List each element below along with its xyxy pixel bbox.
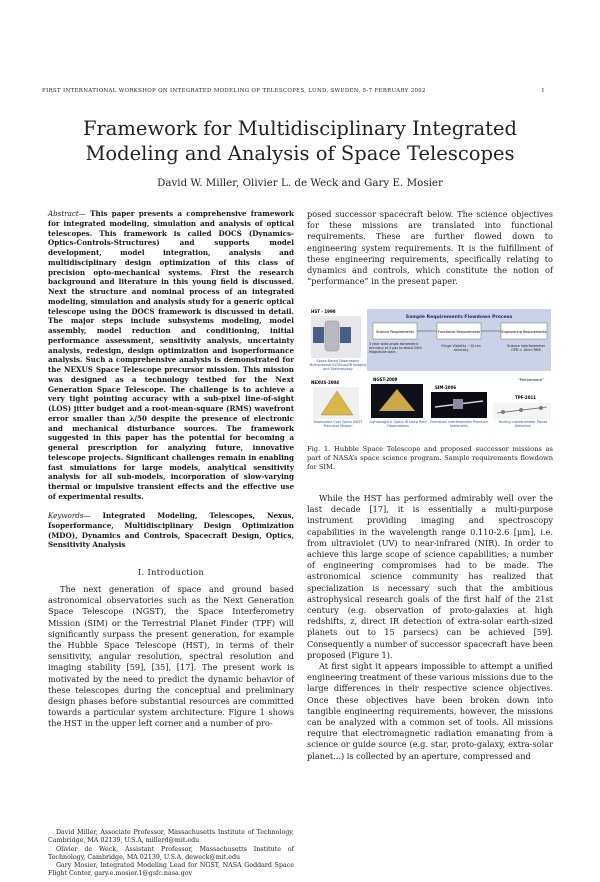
- right-top-text: [307, 209, 553, 287]
- hst-solar-panel-left-icon: [313, 327, 324, 343]
- figure-1: [307, 307, 553, 439]
- ngst-caption-block: [367, 420, 429, 438]
- functional-text-block: [439, 344, 483, 364]
- science-text-block: [369, 342, 427, 370]
- section-heading-introduction: I. Introduction: [137, 567, 205, 577]
- authors: David W. Miller, Olivier L. de Weck and Gary E. Mosier: [157, 177, 443, 189]
- footnote-mosier: Gary Mosier, Integrated Modeling Lead for NGST, NASA Goddard Space Flight Center, gary.e.mosier.1@gsfc.nasa.gov: [48, 862, 294, 878]
- box-science-label: Science Requirements: [376, 330, 414, 334]
- science-text: 3 year wide-angle astrometric accuracy of 4 μas to about 20th Magnitude stars: [369, 342, 422, 354]
- author-footnotes: [48, 829, 294, 879]
- footnote-deweck: Olivier de Weck, Assistant Professor, Massachusetts Institute of Technology, Cambridge, MA 02139, U.S.A, deweck@mit.edu: [48, 845, 294, 861]
- nexus-caption: Deployable Cold Optics NGST Precursor Mission: [313, 420, 363, 428]
- intro-paragraph: The next generation of space and ground based astronomical observatories such as the Next Generation Space Telescope (NGST), the Space Interferometry Mission (SIM) or the Terrestrial Planet Finder (TPF) will significantly surpass the present generation, for example the Hubble Space Telescope (HST), in terms of their sensitivity, angular resolution, spectral resolution and imaging stability [59], [35], [17]. The present work is motivated by the need to predict the dynamic behavior of these telescopes during the conceptual and preliminary design phases before substantial resources are committed towards a particular system architecture. Figure 1 shows the HST in the upper left corner and a number of pro-: [48, 584, 294, 729]
- ngst-label: NGST-2009: [373, 377, 398, 382]
- tpf-element-3-icon: [539, 406, 543, 410]
- introduction-body: [48, 584, 294, 730]
- running-head-text: FIRST INTERNATIONAL WORKSHOP ON INTEGRATED MODELING OF TELESCOPES, LUND, SWEDEN, 5-7 FEBRUARY 2002: [42, 88, 426, 94]
- right-paragraph-1: While the HST has performed admirably well over the last decade [17], it is essentially a multi-purpose instrument providing imaging and spectroscopy capabilities in the wavelength range 0.110-2.6 [μm], i.e. from ultraviolet (UV) to near-infrared (NIR). In order to achieve this large scope of science capabilities, a number of engineering compromises had to be made. The astronomical science community has realized that specialization is necessary such that the ambitious astrophysical research goals of the first half of the 21st century (e.g. observation of proto-galaxies at high redshifts, z, direct IR detection of extra-solar earth-sized planets out to 15 parsecs) can be achieved [59]. Consequently a number of successor spacecraft have been proposed (Figure 1).: [307, 493, 553, 660]
- functional-text: Fringe Visibility ~10 nm accuracy: [441, 344, 481, 352]
- ngst-caption: Lightweight Ir Optics IR Deep Field Observations: [369, 420, 427, 428]
- caption-text: Hubble Space Telescope and proposed successor missions as part of NASA’s space science program. Sample requirements flowdown for SIM.: [307, 445, 553, 472]
- keywords: [48, 511, 294, 550]
- keywords-text: Integrated Modeling, Telescopes, Nexus, Isoperformance, Multidisciplinary Design Optimization (MDO), Dynamics and Controls, Spacecraft Design, Optics, Sensitivity Analysis: [48, 511, 294, 550]
- tpf-caption: Nulling Interferometer Planet Detection: [498, 420, 548, 428]
- sim-bus-icon: [453, 399, 463, 409]
- title-line-1: Framework for Multidisciplinary Integrated: [82, 117, 518, 140]
- sim-label: SIM-2006: [435, 385, 457, 390]
- abstract: [48, 209, 294, 502]
- nexus-label: NEXUS-2004: [311, 380, 340, 385]
- paper-title: [40, 116, 560, 166]
- nexus-caption-block: [309, 420, 367, 438]
- right-paragraph-2: At first sight it appears impossible to attempt a unified engineering treatment of these various missions due to the large differences in their respective science objectives. Once these objectives have been broken down into tangible engineering requirements, however, the missions can be analyzed with a common set of tools. All missions require that electromagnetic radiation emanating from a science or guide source (e.g. star, proto-galaxy, extra-solar planet...) is collected by an aperture, compressed and: [307, 661, 553, 761]
- abstract-lead: Abstract—: [48, 209, 86, 218]
- running-head: [42, 88, 545, 94]
- right-top-paragraph: posed successor spacecraft below. The science objectives for these missions are translated into functional requirements. These are further flowed down to engineering system requirements. It is the fulfillment of these engineering requirements, specifically relating to dynamics and controls, which constitute the notion of “performance” in the present paper.: [307, 209, 553, 287]
- performance-label: “Performance”: [518, 378, 544, 382]
- hst-solar-panel-right-icon: [340, 327, 351, 343]
- footnote-miller: David Miller, Associate Professor, Massachusetts Institute of Technology, Cambridge, MA 02139, U.S.A, millerd@mit.edu: [48, 829, 294, 845]
- tpf-element-2-icon: [519, 408, 523, 412]
- right-body-text: [307, 493, 553, 762]
- caption-lead: Fig. 1.: [307, 445, 331, 453]
- box-functional-label: Functional Requirements: [437, 330, 481, 334]
- abstract-text: This paper presents a comprehensive framework for integrated modeling, simulation and analysis of optical telescopes. This framework is called DOCS (Dynamics-Optics-Controls-Structures) and supports model development, model integration, analysis and multidisciplinary design optimization of this class of precision opto-mechanical systems. First the research background and literature in this young field is discussed. Next the structure and nominal process of an integrated modeling, simulation and analysis study for a generic optical telescope using the DOCS framework is discussed in detail. The major steps include subsystems modeling, model assembly, model reduction and conditioning, initial performance assessment, sensitivity analysis, uncertainty analysis, redesign, design optimization and isoperformance analysis. Such a comprehensive analysis is demonstrated for the NEXUS Space Telescope precursor mission. This mission was designed as a technology testbed for the Next Generation Space Telescope. The challenge is to achieve a very tight pointing accuracy with a sub-pixel line-of-sight (LOS) jitter budget and a root-mean-square (RMS) wavefront error smaller than λ/50 despite the presence of electronic and mechanical disturbance sources. The framework suggested in this paper has the potential for becoming a general prescription for analyzing future, innovative telescope projects. Significant challenges remain in enabling fast simulations for large models, analytical sensitivity analysis for all sub-models, incorporation of slow-varying thermal or impulsive transient effects and the effective use of experimental results.: [48, 209, 294, 501]
- tpf-caption-block: [493, 420, 553, 438]
- engineering-text: Science Interferometer OPD < 10nm RMS: [507, 344, 545, 352]
- sim-caption-block: [429, 420, 489, 438]
- keywords-lead: Keywords—: [48, 511, 91, 520]
- engineering-text-block: [503, 344, 549, 364]
- sim-caption: Formation Interferometer Precision Astrometry: [430, 420, 488, 428]
- hst-caption-block: [309, 359, 367, 377]
- process-title: Sample Requirements Flowdown Process: [405, 315, 513, 320]
- hst-label: HST - 1990: [311, 309, 336, 314]
- hst-caption: Space-Based Observatory Multipurpose UV/Visual/IR Imaging and Spectroscopy: [309, 359, 367, 371]
- figure-1-caption: [307, 445, 553, 473]
- box-engineering-label: Engineering Requirements: [501, 330, 547, 334]
- title-line-2: Modeling and Analysis of Space Telescopes: [85, 142, 515, 165]
- page-number: 1: [541, 88, 545, 94]
- tpf-element-1-icon: [501, 410, 505, 414]
- hst-body-icon: [325, 321, 339, 351]
- tpf-label: TPF-2011: [515, 395, 537, 400]
